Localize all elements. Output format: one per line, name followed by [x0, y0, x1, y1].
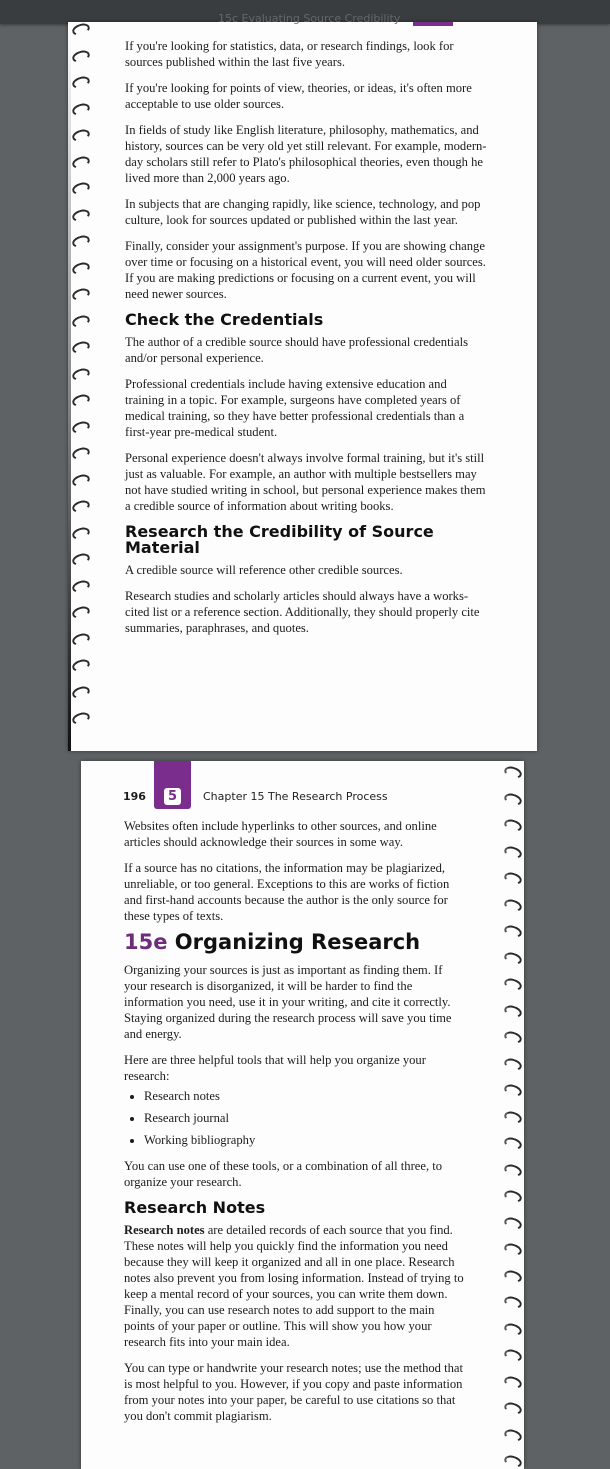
spiral-coil: [71, 207, 92, 223]
chapter-tab-number: 5: [164, 788, 181, 805]
spiral-coil: [503, 1188, 524, 1204]
spiral-coil: [71, 498, 92, 514]
spiral-coil: [71, 525, 92, 541]
spiral-coil: [503, 1029, 524, 1045]
spiral-coil: [71, 631, 92, 647]
spiral-coil: [503, 791, 524, 807]
spiral-coil: [71, 578, 92, 594]
list-item: • Research notes: [144, 1088, 464, 1104]
paragraph: Personal experience doesn't always involve formal training, but it's still just as valuable. For example, an author with multiple bestsellers may not have studied writing in school, but personal experience makes them a credible source of information about writing books.: [125, 451, 486, 513]
list-item: • Research journal: [144, 1110, 464, 1126]
spiral-coil: [71, 472, 92, 488]
book-page-upper[interactable]: [68, 12, 537, 751]
running-header-clipped: 15c Evaluating Source Credibility: [218, 12, 401, 24]
spiral-coil: [71, 684, 92, 700]
chapter-title: Chapter 15 The Research Process: [203, 790, 388, 803]
spiral-coil: [71, 74, 92, 90]
bold-term: Research notes: [124, 1223, 205, 1237]
spiral-coil: [71, 392, 92, 408]
spiral-coil: [71, 657, 92, 673]
paragraph-text: are detailed records of each source that you find. These notes will help you quickly find the information you need because they will keep it organized and all in one place. Research notes also prevent you from losing information. Instead of trying to keep a mental record of your sources, you can write them down. Finally, you can use research notes to add support to the main points of your paper or outline. This will show you how your research fits into your main idea.: [124, 1223, 464, 1349]
spiral-coil: [71, 445, 92, 461]
list-item: • Working bibliography: [144, 1132, 464, 1148]
paragraph: The author of a credible source should have professional credentials and/or personal experience.: [125, 335, 469, 365]
page1-body: [125, 38, 487, 646]
paragraph: Organizing your sources is just as important as finding them. If your research is disorganized, it will be harder to find the information you need, use it in your writing, and cite it correctly. Staying organized during the research process will save you time and energy.: [124, 963, 452, 1041]
spiral-coil: [71, 339, 92, 355]
paragraph: Finally, consider your assignment's purpose. If you are showing change over time or focusing on a historical event, you will need older sources. If you are making predictions or focusing on a current event, you will need newer sources.: [125, 239, 486, 301]
spiral-coil: [503, 870, 524, 886]
spiral-coil: [503, 1453, 524, 1469]
paragraph: Research studies and scholarly articles should always have a works-cited list or a reference section. Additionally, they should properly cite summaries, paraphrases, and quotes.: [125, 589, 480, 635]
spiral-coil: [503, 1427, 524, 1443]
section-heading: [124, 930, 464, 954]
heading-check-credentials: Check the Credentials: [125, 310, 324, 329]
paragraph: You can type or handwrite your research notes; use the method that is most helpful to you. However, if you copy and paste information from your notes into your paper, be careful to use citations so that you don't commit plagiarism.: [124, 1361, 464, 1423]
paragraph: In fields of study like English literature, philosophy, mathematics, and history, sources can be very old yet still relevant. For example, modern-day scholars still refer to Plato's philosophical theories, even though he lived more than 2,000 years ago.: [125, 123, 487, 185]
spiral-coil: [71, 604, 92, 620]
page-number: 196: [123, 790, 146, 803]
paragraph: Websites often include hyperlinks to other sources, and online articles should acknowledge their sources in some way.: [124, 819, 437, 849]
spiral-coil: [503, 1374, 524, 1390]
spiral-coil: [71, 551, 92, 567]
spiral-coil: [503, 1056, 524, 1072]
spiral-binding-left: [68, 22, 90, 751]
spiral-coil: [71, 710, 92, 726]
spiral-coil: [503, 1135, 524, 1151]
spiral-coil: [71, 233, 92, 249]
spiral-coil: [71, 286, 92, 302]
spiral-coil: [503, 1109, 524, 1125]
section-title: Organizing Research: [174, 930, 421, 954]
paragraph: You can use one of these tools, or a combination of all three, to organize your research.: [124, 1159, 443, 1189]
page2-body: [124, 818, 464, 1434]
spiral-coil: [503, 1215, 524, 1231]
spiral-coil: [71, 21, 92, 37]
spiral-coil: [503, 1082, 524, 1098]
spiral-coil: [503, 923, 524, 939]
spiral-coil: [503, 950, 524, 966]
spiral-coil: [503, 1003, 524, 1019]
paragraph: Here are three helpful tools that will help you organize your research:: [124, 1053, 426, 1083]
spiral-coil: [71, 180, 92, 196]
spiral-coil: [503, 1321, 524, 1337]
paragraph: If you're looking for points of view, theories, or ideas, it's often more acceptable to use older sources.: [125, 81, 472, 111]
spiral-coil: [503, 1241, 524, 1257]
spiral-coil: [503, 844, 524, 860]
paragraph: If a source has no citations, the information may be plagiarized, unreliable, or too general. Exceptions to this are works of fiction and first-hand accounts because the author is the only source for these types of texts.: [124, 861, 450, 923]
spiral-coil: [71, 127, 92, 143]
book-page-lower[interactable]: [81, 761, 524, 1469]
tools-list: [124, 1088, 464, 1148]
spiral-coil: [503, 1294, 524, 1310]
spiral-binding-right: [502, 761, 524, 1469]
section-number: 15e: [124, 930, 168, 954]
spiral-coil: [71, 313, 92, 329]
spiral-coil: [71, 48, 92, 64]
paragraph: In subjects that are changing rapidly, like science, technology, and pop culture, look for sources updated or published within the last year.: [125, 197, 481, 227]
spiral-coil: [503, 1162, 524, 1178]
spiral-coil: [71, 366, 92, 382]
spiral-coil: [503, 1268, 524, 1284]
spiral-coil: [503, 976, 524, 992]
paragraph: [124, 1222, 464, 1350]
paragraph: If you're looking for statistics, data, or research findings, look for sources published within the last five years.: [125, 39, 454, 69]
spiral-coil: [71, 419, 92, 435]
spiral-coil: [503, 764, 524, 780]
chapter-tab: [154, 761, 191, 809]
heading-research-notes: Research Notes: [124, 1198, 266, 1217]
spiral-coil: [71, 101, 92, 117]
paragraph: A credible source will reference other credible sources.: [125, 563, 403, 577]
spiral-coil: [71, 260, 92, 276]
spiral-coil: [503, 1400, 524, 1416]
spiral-coil: [503, 817, 524, 833]
spiral-coil: [71, 154, 92, 170]
heading-research-credibility: Research the Credibility of Source Material: [125, 522, 434, 557]
spiral-coil: [503, 1347, 524, 1363]
spiral-coil: [503, 897, 524, 913]
paragraph: Professional credentials include having extensive education and training in a topic. For example, surgeons have completed years of medical training, so they have better professional credentials than a first-year pre-medical student.: [125, 377, 465, 439]
